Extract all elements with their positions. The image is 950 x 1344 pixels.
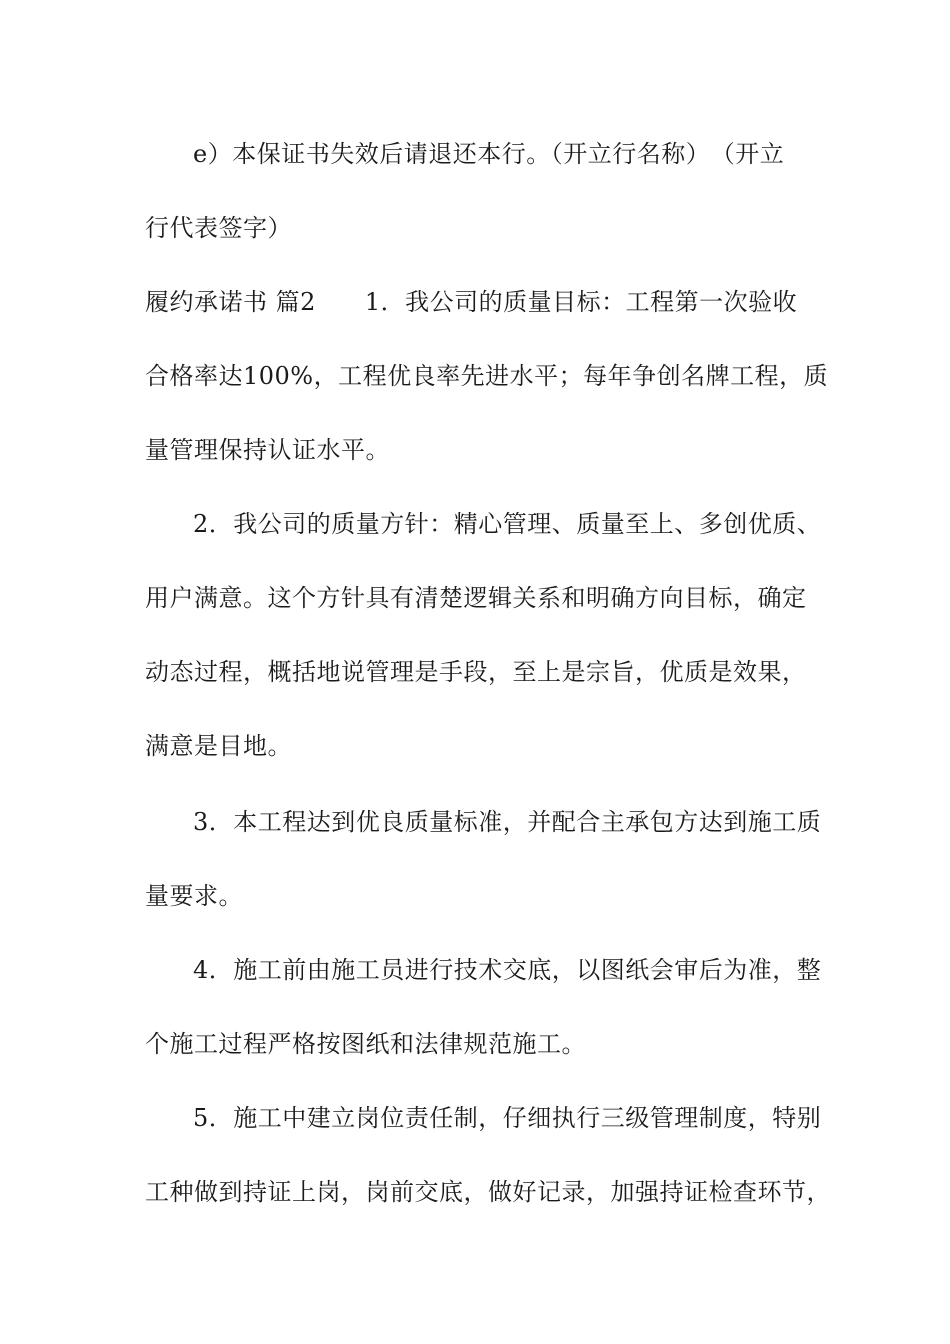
text-line-13: 个施工过程严格按图纸和法律规范施工。 — [145, 1030, 586, 1058]
text-line-10: 3．本工程达到优良质量标准，并配合主承包方达到施工质 — [193, 808, 822, 836]
text-line-6: 2．我公司的质量方针：精心管理、质量至上、多创优质、 — [193, 510, 822, 538]
text-line-15: 工种做到持证上岗，岗前交底，做好记录，加强持证检查环节， — [145, 1178, 831, 1206]
text-line-11: 量要求。 — [145, 882, 243, 910]
text-line-5: 量管理保持认证水平。 — [145, 436, 390, 464]
text-line-12: 4．施工前由施工员进行技术交底，以图纸会审后为准，整 — [193, 956, 822, 984]
text-line-3: 履约承诺书 篇2 1．我公司的质量目标：工程第一次验收 — [145, 288, 798, 316]
text-line-14: 5．施工中建立岗位责任制，仔细执行三级管理制度，特别 — [193, 1104, 822, 1132]
text-line-7: 用户满意。这个方针具有清楚逻辑关系和明确方向目标，确定 — [145, 584, 807, 612]
text-line-9: 满意是目地。 — [145, 732, 292, 760]
text-line-2: 行代表签字） — [145, 214, 292, 242]
text-line-8: 动态过程，概括地说管理是手段，至上是宗旨，优质是效果， — [145, 658, 807, 686]
text-line-4: 合格率达100%，工程优良率先进水平；每年争创名牌工程，质 — [145, 362, 829, 390]
text-line-1: e）本保证书失效后请退还本行。（开立行名称） （开立 — [193, 140, 785, 168]
